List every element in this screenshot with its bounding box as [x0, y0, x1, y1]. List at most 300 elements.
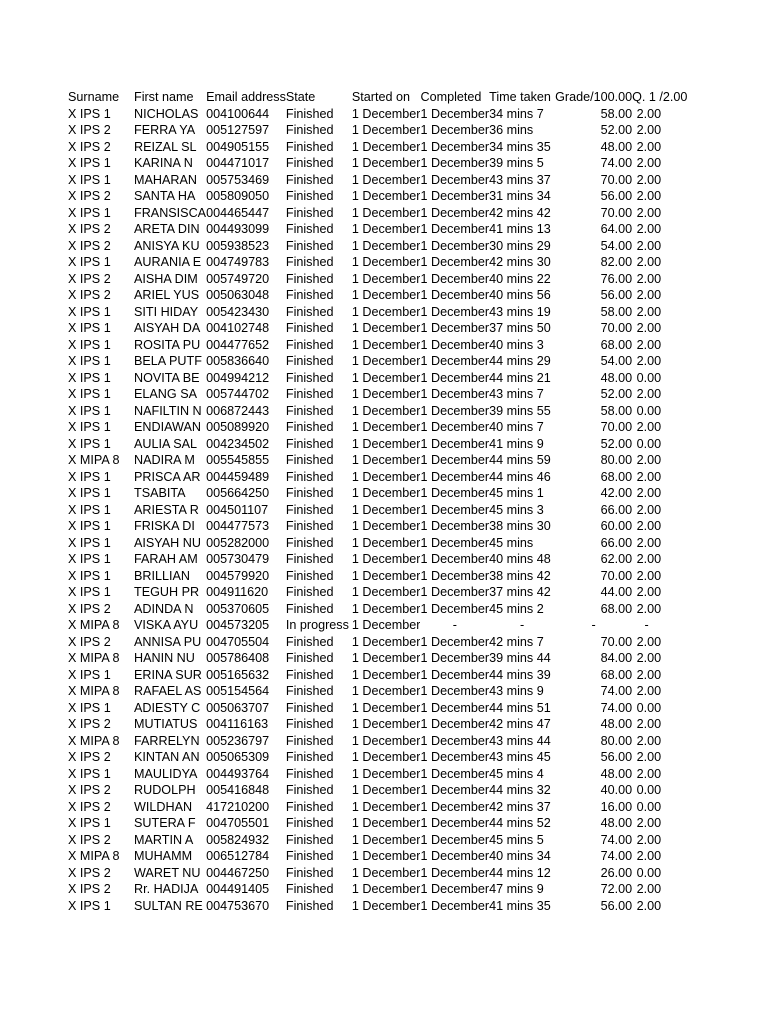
- started-on-cell[interactable]: 1 December: [351, 750, 421, 764]
- q1-cell[interactable]: 0.00: [636, 865, 662, 880]
- completed-cell[interactable]: 1 December: [420, 255, 490, 269]
- surname-cell[interactable]: X IPS 2: [68, 222, 111, 236]
- time-taken-cell[interactable]: 44 mins 59: [489, 453, 551, 467]
- time-taken-cell[interactable]: 42 mins 47: [489, 717, 551, 731]
- completed-cell[interactable]: 1 December: [420, 486, 490, 500]
- completed-cell[interactable]: 1 December: [420, 832, 490, 847]
- started-on-cell[interactable]: 1 December: [351, 205, 421, 220]
- grade-cell[interactable]: 70.00: [600, 172, 633, 187]
- completed-cell[interactable]: 1 December: [420, 354, 490, 368]
- grade-cell[interactable]: 74.00: [600, 684, 633, 698]
- first-name-cell[interactable]: SUTERA F: [134, 816, 196, 830]
- q1-cell[interactable]: 2.00: [636, 337, 662, 352]
- state-cell[interactable]: Finished: [285, 139, 334, 154]
- first-name-cell[interactable]: ARETA DIN: [134, 222, 200, 236]
- state-cell[interactable]: Finished: [285, 519, 334, 533]
- completed-cell[interactable]: 1 December: [420, 403, 490, 418]
- first-name-cell[interactable]: FARAH AM: [134, 552, 198, 566]
- started-on-cell[interactable]: 1 December: [351, 535, 421, 550]
- completed-header[interactable]: Completed: [420, 90, 482, 104]
- grade-cell[interactable]: 58.00: [600, 403, 633, 418]
- email-cell[interactable]: 417210200: [206, 799, 270, 814]
- surname-cell[interactable]: X MIPA 8: [68, 618, 120, 632]
- completed-cell[interactable]: 1 December: [420, 238, 490, 253]
- completed-cell[interactable]: 1 December: [420, 816, 490, 830]
- started-on-cell[interactable]: 1 December: [351, 486, 421, 500]
- started-on-cell[interactable]: 1 December: [351, 816, 421, 830]
- time-taken-header[interactable]: Time taken: [489, 90, 551, 104]
- first-name-cell[interactable]: ANNISA PU: [134, 634, 202, 649]
- grade-cell[interactable]: 48.00: [600, 816, 633, 830]
- email-cell[interactable]: 006872443: [206, 403, 270, 418]
- q1-cell[interactable]: 2.00: [636, 354, 662, 368]
- started-on-cell[interactable]: 1 December: [351, 420, 421, 434]
- time-taken-cell[interactable]: 42 mins 37: [489, 799, 551, 814]
- surname-cell[interactable]: X IPS 1: [68, 898, 111, 913]
- started-on-cell[interactable]: 1 December: [351, 288, 421, 302]
- first-name-cell[interactable]: MAHARAN: [134, 172, 197, 187]
- completed-cell[interactable]: 1 December: [420, 651, 490, 665]
- state-cell[interactable]: Finished: [285, 700, 334, 715]
- completed-cell[interactable]: 1 December: [420, 601, 490, 616]
- completed-cell[interactable]: 1 December: [420, 684, 490, 698]
- state-cell[interactable]: Finished: [285, 255, 334, 269]
- started-on-cell[interactable]: 1 December: [351, 255, 421, 269]
- state-cell[interactable]: Finished: [285, 816, 334, 830]
- grade-cell[interactable]: 56.00: [600, 288, 633, 302]
- grade-cell[interactable]: -: [591, 618, 596, 632]
- completed-cell[interactable]: 1 December: [420, 667, 490, 682]
- surname-cell[interactable]: X IPS 2: [68, 750, 111, 764]
- q1-cell[interactable]: 2.00: [636, 321, 662, 335]
- completed-cell[interactable]: 1 December: [420, 387, 490, 401]
- started-on-cell[interactable]: 1 December: [351, 766, 421, 781]
- time-taken-cell[interactable]: 44 mins 39: [489, 667, 551, 682]
- state-cell[interactable]: Finished: [285, 667, 334, 682]
- time-taken-cell[interactable]: 41 mins 35: [489, 898, 551, 913]
- first-name-cell[interactable]: FERRA YA: [134, 123, 196, 137]
- q1-cell[interactable]: 0.00: [636, 783, 662, 797]
- first-name-cell[interactable]: VISKA AYU: [134, 618, 199, 632]
- first-name-cell[interactable]: KARINA N: [134, 156, 193, 170]
- grade-cell[interactable]: 42.00: [600, 486, 633, 500]
- state-cell[interactable]: Finished: [285, 585, 334, 599]
- state-cell[interactable]: Finished: [285, 601, 334, 616]
- email-cell[interactable]: 005664250: [206, 486, 270, 500]
- q1-cell[interactable]: 0.00: [636, 436, 662, 451]
- state-cell[interactable]: Finished: [285, 783, 334, 797]
- started-on-cell[interactable]: 1 December: [351, 832, 421, 847]
- grade-cell[interactable]: 58.00: [600, 106, 633, 121]
- surname-cell[interactable]: X MIPA 8: [68, 684, 120, 698]
- grade-cell[interactable]: 52.00: [600, 123, 633, 137]
- first-name-cell[interactable]: Rr. HADIJA: [134, 882, 199, 896]
- email-cell[interactable]: 005730479: [206, 552, 270, 566]
- time-taken-cell[interactable]: 38 mins 42: [489, 568, 551, 583]
- email-cell[interactable]: 006512784: [206, 849, 270, 863]
- grade-cell[interactable]: 62.00: [600, 552, 633, 566]
- surname-cell[interactable]: X IPS 1: [68, 420, 111, 434]
- q1-cell[interactable]: 2.00: [636, 304, 662, 319]
- grade-cell[interactable]: 40.00: [600, 783, 633, 797]
- grade-cell[interactable]: 66.00: [600, 502, 633, 517]
- q1-header[interactable]: Q. 1 /2.00: [632, 90, 688, 104]
- time-taken-cell[interactable]: 45 mins 1: [489, 486, 544, 500]
- state-cell[interactable]: Finished: [285, 337, 334, 352]
- started-on-cell[interactable]: 1 December: [351, 403, 421, 418]
- email-cell[interactable]: 005127597: [206, 123, 270, 137]
- started-on-cell[interactable]: 1 December: [351, 337, 421, 352]
- time-taken-cell[interactable]: 34 mins 7: [489, 106, 544, 121]
- email-cell[interactable]: 005744702: [206, 387, 270, 401]
- grade-cell[interactable]: 64.00: [600, 222, 633, 236]
- state-cell[interactable]: Finished: [285, 354, 334, 368]
- started-on-cell[interactable]: 1 December: [351, 238, 421, 253]
- time-taken-cell[interactable]: 45 mins 5: [489, 832, 544, 847]
- email-cell[interactable]: 005154564: [206, 684, 270, 698]
- email-cell[interactable]: 004102748: [206, 321, 270, 335]
- grade-cell[interactable]: 56.00: [600, 750, 633, 764]
- first-name-cell[interactable]: AURANIA E: [134, 255, 202, 269]
- time-taken-cell[interactable]: 37 mins 42: [489, 585, 551, 599]
- surname-cell[interactable]: X IPS 1: [68, 337, 111, 352]
- time-taken-cell[interactable]: 40 mins 3: [489, 337, 544, 352]
- started-on-cell[interactable]: 1 December: [351, 453, 421, 467]
- time-taken-cell[interactable]: 44 mins 32: [489, 783, 551, 797]
- surname-cell[interactable]: X IPS 2: [68, 238, 111, 253]
- q1-cell[interactable]: 2.00: [636, 123, 662, 137]
- surname-cell[interactable]: X IPS 1: [68, 370, 111, 385]
- grade-cell[interactable]: 52.00: [600, 387, 633, 401]
- first-name-cell[interactable]: ANISYA KU: [134, 238, 200, 253]
- started-on-cell[interactable]: 1 December: [351, 568, 421, 583]
- email-header[interactable]: Email address: [206, 90, 286, 104]
- q1-cell[interactable]: 2.00: [636, 816, 662, 830]
- state-cell[interactable]: Finished: [285, 552, 334, 566]
- surname-cell[interactable]: X MIPA 8: [68, 733, 120, 748]
- time-taken-cell[interactable]: 43 mins 7: [489, 387, 544, 401]
- first-name-cell[interactable]: BRILLIAN: [134, 568, 190, 583]
- surname-cell[interactable]: X IPS 1: [68, 387, 111, 401]
- surname-cell[interactable]: X MIPA 8: [68, 453, 120, 467]
- grade-header[interactable]: Grade/100.00: [555, 90, 633, 104]
- email-cell[interactable]: 005065309: [206, 750, 270, 764]
- surname-cell[interactable]: X MIPA 8: [68, 651, 120, 665]
- state-cell[interactable]: Finished: [285, 799, 334, 814]
- completed-cell[interactable]: -: [452, 618, 457, 632]
- first-name-cell[interactable]: PRISCA AR: [134, 469, 201, 484]
- started-on-cell[interactable]: 1 December: [351, 172, 421, 187]
- surname-cell[interactable]: X IPS 2: [68, 271, 111, 286]
- started-on-cell[interactable]: 1 December: [351, 684, 421, 698]
- email-cell[interactable]: 004753670: [206, 898, 270, 913]
- completed-cell[interactable]: 1 December: [420, 717, 490, 731]
- time-taken-cell[interactable]: 41 mins 9: [489, 436, 544, 451]
- started-on-cell[interactable]: 1 December: [351, 222, 421, 236]
- email-cell[interactable]: 004471017: [206, 156, 270, 170]
- completed-cell[interactable]: 1 December: [420, 783, 490, 797]
- surname-cell[interactable]: X IPS 2: [68, 139, 111, 154]
- surname-cell[interactable]: X IPS 1: [68, 552, 111, 566]
- q1-cell[interactable]: 2.00: [636, 486, 662, 500]
- surname-cell[interactable]: X IPS 1: [68, 816, 111, 830]
- completed-cell[interactable]: 1 December: [420, 634, 490, 649]
- email-cell[interactable]: 005753469: [206, 172, 270, 187]
- grade-cell[interactable]: 74.00: [600, 849, 633, 863]
- q1-cell[interactable]: 2.00: [636, 535, 662, 550]
- q1-cell[interactable]: 2.00: [636, 601, 662, 616]
- started-on-cell[interactable]: 1 December: [351, 799, 421, 814]
- started-on-header[interactable]: Started on: [351, 90, 410, 104]
- state-header[interactable]: State: [285, 90, 316, 104]
- q1-cell[interactable]: 2.00: [636, 651, 662, 665]
- q1-cell[interactable]: 2.00: [636, 585, 662, 599]
- started-on-cell[interactable]: 1 December: [351, 189, 421, 203]
- email-cell[interactable]: 004573205: [206, 618, 270, 632]
- state-cell[interactable]: Finished: [285, 651, 334, 665]
- completed-cell[interactable]: 1 December: [420, 519, 490, 533]
- surname-cell[interactable]: X IPS 2: [68, 123, 111, 137]
- completed-cell[interactable]: 1 December: [420, 568, 490, 583]
- email-cell[interactable]: 005282000: [206, 535, 270, 550]
- email-cell[interactable]: 004477652: [206, 337, 270, 352]
- time-taken-cell[interactable]: 44 mins 21: [489, 370, 551, 385]
- surname-cell[interactable]: X IPS 2: [68, 189, 111, 203]
- grade-cell[interactable]: 68.00: [600, 601, 633, 616]
- state-cell[interactable]: Finished: [285, 832, 334, 847]
- time-taken-cell[interactable]: 44 mins 52: [489, 816, 551, 830]
- email-cell[interactable]: 005938523: [206, 238, 270, 253]
- grade-cell[interactable]: 16.00: [600, 799, 633, 814]
- q1-cell[interactable]: 2.00: [636, 882, 662, 896]
- time-taken-cell[interactable]: 43 mins 37: [489, 172, 551, 187]
- first-name-cell[interactable]: ELANG SA: [134, 387, 197, 401]
- completed-cell[interactable]: 1 December: [420, 453, 490, 467]
- time-taken-cell[interactable]: 44 mins 51: [489, 700, 551, 715]
- started-on-cell[interactable]: 1 December: [351, 271, 421, 286]
- q1-cell[interactable]: 2.00: [636, 667, 662, 682]
- state-cell[interactable]: Finished: [285, 733, 334, 748]
- grade-cell[interactable]: 60.00: [600, 519, 633, 533]
- first-name-cell[interactable]: MARTIN A: [134, 832, 194, 847]
- email-cell[interactable]: 004493764: [206, 766, 270, 781]
- time-taken-cell[interactable]: -: [519, 618, 525, 632]
- first-name-cell[interactable]: FRANSISCA: [134, 205, 207, 220]
- email-cell[interactable]: 004116163: [206, 717, 269, 731]
- state-cell[interactable]: Finished: [285, 865, 334, 880]
- completed-cell[interactable]: 1 December: [420, 123, 490, 137]
- grade-cell[interactable]: 76.00: [600, 271, 633, 286]
- q1-cell[interactable]: 2.00: [636, 898, 662, 913]
- started-on-cell[interactable]: 1 December: [351, 634, 421, 649]
- q1-cell[interactable]: 2.00: [636, 106, 662, 121]
- first-name-cell[interactable]: SULTAN RE: [134, 898, 203, 913]
- email-cell[interactable]: 005545855: [206, 453, 270, 467]
- grade-cell[interactable]: 26.00: [600, 865, 633, 880]
- surname-cell[interactable]: X IPS 1: [68, 172, 111, 187]
- grade-cell[interactable]: 70.00: [600, 420, 633, 434]
- completed-cell[interactable]: 1 December: [420, 700, 490, 715]
- completed-cell[interactable]: 1 December: [420, 849, 490, 863]
- started-on-cell[interactable]: 1 December: [351, 618, 421, 632]
- state-cell[interactable]: Finished: [285, 634, 334, 649]
- surname-cell[interactable]: X IPS 1: [68, 766, 111, 781]
- email-cell[interactable]: 005786408: [206, 651, 270, 665]
- surname-cell[interactable]: X IPS 1: [68, 469, 111, 484]
- started-on-cell[interactable]: 1 December: [351, 898, 421, 913]
- completed-cell[interactable]: 1 December: [420, 271, 490, 286]
- time-taken-cell[interactable]: 41 mins 13: [489, 222, 551, 236]
- email-cell[interactable]: 005236797: [206, 733, 270, 748]
- completed-cell[interactable]: 1 December: [420, 337, 490, 352]
- grade-cell[interactable]: 68.00: [600, 667, 633, 682]
- surname-cell[interactable]: X IPS 1: [68, 354, 111, 368]
- state-cell[interactable]: Finished: [285, 222, 334, 236]
- surname-cell[interactable]: X IPS 2: [68, 717, 111, 731]
- first-name-cell[interactable]: KINTAN AN: [134, 750, 200, 764]
- time-taken-cell[interactable]: 31 mins 34: [489, 189, 551, 203]
- time-taken-cell[interactable]: 40 mins 56: [489, 288, 551, 302]
- completed-cell[interactable]: 1 December: [420, 106, 490, 121]
- state-cell[interactable]: Finished: [285, 403, 334, 418]
- q1-cell[interactable]: 2.00: [636, 453, 662, 467]
- state-cell[interactable]: Finished: [285, 486, 334, 500]
- email-cell[interactable]: 004467250: [206, 865, 270, 880]
- email-cell[interactable]: 004579920: [206, 568, 270, 583]
- first-name-cell[interactable]: AULIA SAL: [134, 436, 198, 451]
- first-name-cell[interactable]: WILDHAN: [134, 799, 193, 814]
- first-name-cell[interactable]: AISHA DIM: [134, 271, 198, 286]
- surname-cell[interactable]: X MIPA 8: [68, 849, 120, 863]
- first-name-cell[interactable]: RUDOLPH: [134, 783, 196, 797]
- grade-cell[interactable]: 68.00: [600, 469, 633, 484]
- time-taken-cell[interactable]: 40 mins 34: [489, 849, 551, 863]
- completed-cell[interactable]: 1 December: [420, 502, 490, 517]
- first-name-cell[interactable]: RAFAEL AS: [134, 684, 202, 698]
- started-on-cell[interactable]: 1 December: [351, 667, 421, 682]
- state-cell[interactable]: Finished: [285, 304, 334, 319]
- surname-cell[interactable]: X IPS 2: [68, 799, 111, 814]
- q1-cell[interactable]: 2.00: [636, 766, 662, 781]
- first-name-cell[interactable]: ARIESTA R: [134, 502, 199, 517]
- completed-cell[interactable]: 1 December: [420, 552, 490, 566]
- time-taken-cell[interactable]: 44 mins 12: [489, 865, 551, 880]
- q1-cell[interactable]: 0.00: [636, 370, 662, 385]
- first-name-cell[interactable]: ENDIAWAN: [134, 420, 201, 434]
- started-on-cell[interactable]: 1 December: [351, 865, 421, 880]
- q1-cell[interactable]: 2.00: [636, 750, 662, 764]
- grade-cell[interactable]: 66.00: [600, 535, 633, 550]
- completed-cell[interactable]: 1 December: [420, 304, 490, 319]
- started-on-cell[interactable]: 1 December: [351, 106, 421, 121]
- time-taken-cell[interactable]: 45 mins: [489, 535, 534, 550]
- completed-cell[interactable]: 1 December: [420, 898, 490, 913]
- started-on-cell[interactable]: 1 December: [351, 304, 421, 319]
- grade-cell[interactable]: 74.00: [600, 832, 633, 847]
- first-name-cell[interactable]: ADINDA N: [134, 601, 194, 616]
- email-cell[interactable]: 004234502: [206, 436, 270, 451]
- grade-cell[interactable]: 72.00: [600, 882, 633, 896]
- grade-cell[interactable]: 44.00: [600, 585, 633, 599]
- surname-cell[interactable]: X IPS 1: [68, 700, 111, 715]
- surname-cell[interactable]: X IPS 1: [68, 255, 111, 269]
- state-cell[interactable]: In progress: [285, 618, 349, 632]
- email-cell[interactable]: 005423430: [206, 304, 270, 319]
- q1-cell[interactable]: 2.00: [636, 255, 662, 269]
- started-on-cell[interactable]: 1 December: [351, 733, 421, 748]
- started-on-cell[interactable]: 1 December: [351, 849, 421, 863]
- state-cell[interactable]: Finished: [285, 750, 334, 764]
- time-taken-cell[interactable]: 43 mins 19: [489, 304, 551, 319]
- first-name-cell[interactable]: NICHOLAS: [134, 106, 199, 121]
- completed-cell[interactable]: 1 December: [420, 865, 490, 880]
- email-cell[interactable]: 005749720: [206, 271, 270, 286]
- surname-cell[interactable]: X IPS 1: [68, 106, 111, 121]
- first-name-cell[interactable]: NAFILTIN N: [134, 403, 202, 418]
- surname-cell[interactable]: X IPS 1: [68, 436, 111, 451]
- surname-cell[interactable]: X IPS 1: [68, 568, 111, 583]
- q1-cell[interactable]: 2.00: [636, 387, 662, 401]
- q1-cell[interactable]: 0.00: [636, 799, 662, 814]
- q1-cell[interactable]: 2.00: [636, 238, 662, 253]
- first-name-cell[interactable]: HANIN NU: [134, 651, 195, 665]
- completed-cell[interactable]: 1 December: [420, 189, 490, 203]
- time-taken-cell[interactable]: 40 mins 7: [489, 420, 544, 434]
- completed-cell[interactable]: 1 December: [420, 733, 490, 748]
- q1-cell[interactable]: 2.00: [636, 205, 662, 220]
- q1-cell[interactable]: 2.00: [636, 634, 662, 649]
- started-on-cell[interactable]: 1 December: [351, 552, 421, 566]
- email-cell[interactable]: 004911620: [206, 585, 269, 599]
- surname-cell[interactable]: X IPS 1: [68, 486, 111, 500]
- q1-cell[interactable]: 2.00: [636, 189, 662, 203]
- email-cell[interactable]: 004477573: [206, 519, 270, 533]
- state-cell[interactable]: Finished: [285, 205, 334, 220]
- surname-cell[interactable]: X IPS 2: [68, 882, 111, 896]
- q1-cell[interactable]: 2.00: [636, 717, 662, 731]
- state-cell[interactable]: Finished: [285, 568, 334, 583]
- email-cell[interactable]: 004749783: [206, 255, 270, 269]
- grade-cell[interactable]: 56.00: [600, 898, 633, 913]
- first-name-cell[interactable]: NOVITA BE: [134, 370, 200, 385]
- surname-cell[interactable]: X IPS 1: [68, 321, 111, 335]
- grade-cell[interactable]: 80.00: [600, 733, 633, 748]
- completed-cell[interactable]: 1 December: [420, 882, 490, 896]
- grade-cell[interactable]: 56.00: [600, 189, 633, 203]
- grade-cell[interactable]: 70.00: [600, 568, 633, 583]
- time-taken-cell[interactable]: 39 mins 55: [489, 403, 551, 418]
- state-cell[interactable]: Finished: [285, 321, 334, 335]
- surname-cell[interactable]: X IPS 1: [68, 535, 111, 550]
- time-taken-cell[interactable]: 43 mins 44: [489, 733, 551, 748]
- email-cell[interactable]: 005836640: [206, 354, 270, 368]
- completed-cell[interactable]: 1 December: [420, 222, 490, 236]
- surname-cell[interactable]: X IPS 2: [68, 288, 111, 302]
- grade-cell[interactable]: 54.00: [600, 354, 633, 368]
- time-taken-cell[interactable]: 37 mins 50: [489, 321, 551, 335]
- surname-cell[interactable]: X IPS 2: [68, 601, 111, 616]
- first-name-cell[interactable]: NADIRA M: [134, 453, 195, 467]
- time-taken-cell[interactable]: 44 mins 46: [489, 469, 551, 484]
- started-on-cell[interactable]: 1 December: [351, 469, 421, 484]
- first-name-cell[interactable]: MAULIDYA: [134, 766, 198, 781]
- time-taken-cell[interactable]: 42 mins 42: [489, 205, 551, 220]
- first-name-header[interactable]: First name: [134, 90, 194, 104]
- q1-cell[interactable]: 2.00: [636, 733, 662, 748]
- grade-cell[interactable]: 70.00: [600, 321, 633, 335]
- q1-cell[interactable]: 2.00: [636, 519, 662, 533]
- grade-cell[interactable]: 58.00: [600, 304, 633, 319]
